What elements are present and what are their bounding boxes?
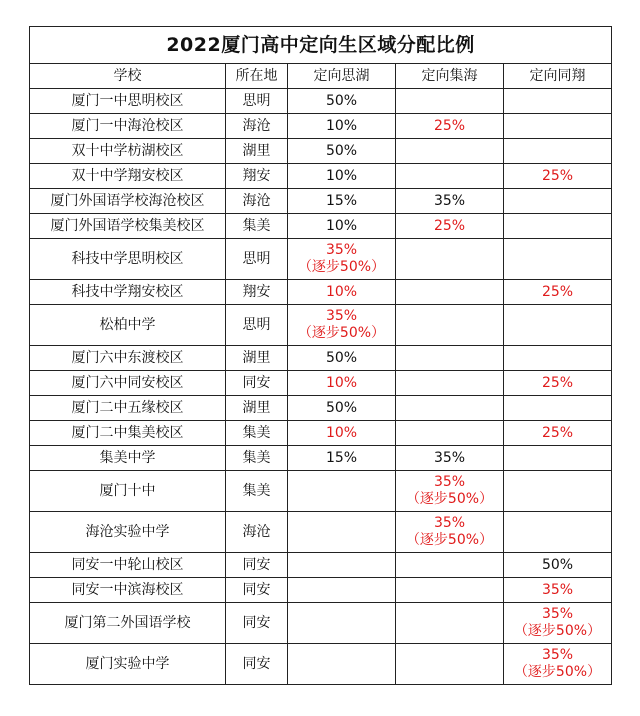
table-row [30,114,612,139]
location-cell: 思明 [226,305,288,346]
location-cell: 海沧 [226,189,288,214]
ratio-value: 35% [433,449,466,466]
school-cell: 厦门一中海沧校区 [30,114,226,139]
tongxiang-cell [504,239,612,280]
table-row [30,644,612,685]
jihai-cell [396,578,504,603]
tongxiang-cell [504,553,612,578]
table-row [30,603,612,644]
location-cell: 海沧 [226,114,288,139]
tongxiang-cell [504,189,612,214]
school-cell: 厦门一中思明校区 [30,89,226,114]
jihai-cell [396,305,504,346]
school-cell: 双十中学枋湖校区 [30,139,226,164]
sihu-cell [288,164,396,189]
location-cell: 集美 [226,421,288,446]
school-cell: 厦门二中五缘校区 [30,396,226,421]
sihu-cell [288,471,396,512]
ratio-note: （逐步50%） [405,491,494,507]
sihu-cell [288,114,396,139]
table-row [30,139,612,164]
sihu-cell [288,603,396,644]
ratio-value: 15% [325,449,358,466]
ratio-value: 10% [325,424,358,441]
sihu-cell [288,305,396,346]
sihu-cell [288,578,396,603]
school-cell: 科技中学翔安校区 [30,280,226,305]
ratio-value: 50% [541,556,574,573]
sihu-cell [288,371,396,396]
school-cell: 科技中学思明校区 [30,239,226,280]
ratio-value: 50% [325,349,358,366]
ratio-value: 25% [433,217,466,234]
location-cell: 同安 [226,578,288,603]
jihai-cell [396,396,504,421]
table-row [30,346,612,371]
ratio-value: 10% [325,117,358,134]
school-cell: 同安一中轮山校区 [30,553,226,578]
header-tongxiang: 定向同翔 [504,64,612,89]
ratio-note: （逐步50%） [297,259,386,275]
sihu-cell [288,421,396,446]
school-cell: 厦门十中 [30,471,226,512]
school-cell: 同安一中滨海校区 [30,578,226,603]
ratio-value: 10% [325,217,358,234]
jihai-cell [396,114,504,139]
table-row [30,371,612,396]
jihai-cell [396,214,504,239]
sihu-cell [288,139,396,164]
location-cell: 集美 [226,214,288,239]
ratio-value: 35% [541,647,574,663]
ratio-value: 25% [433,117,466,134]
tongxiang-cell [504,396,612,421]
school-cell: 海沧实验中学 [30,512,226,553]
school-cell: 厦门外国语学校海沧校区 [30,189,226,214]
tongxiang-cell [504,164,612,189]
table-row [30,164,612,189]
table-row [30,396,612,421]
tongxiang-cell [504,280,612,305]
ratio-value: 35% [325,242,358,258]
ratio-value: 25% [541,374,574,391]
header-row [30,64,612,89]
ratio-value: 10% [325,283,358,300]
tongxiang-cell [504,603,612,644]
sihu-cell [288,346,396,371]
table-row [30,305,612,346]
school-cell: 集美中学 [30,446,226,471]
table-row [30,578,612,603]
tongxiang-cell [504,214,612,239]
location-cell: 同安 [226,553,288,578]
tongxiang-cell [504,114,612,139]
table-row [30,553,612,578]
school-cell: 双十中学翔安校区 [30,164,226,189]
location-cell: 同安 [226,603,288,644]
jihai-cell [396,164,504,189]
ratio-value: 10% [325,167,358,184]
ratio-value: 35% [325,308,358,324]
ratio-note: （逐步50%） [297,325,386,341]
tongxiang-cell [504,305,612,346]
tongxiang-cell [504,346,612,371]
header-school: 学校 [30,64,226,89]
sihu-cell [288,280,396,305]
jihai-cell [396,553,504,578]
allocation-table [29,26,612,685]
school-cell: 松柏中学 [30,305,226,346]
location-cell: 翔安 [226,280,288,305]
table-title: 2022厦门高中定向生区域分配比例 [30,27,612,64]
school-cell: 厦门二中集美校区 [30,421,226,446]
table-row [30,512,612,553]
sihu-cell [288,446,396,471]
location-cell: 湖里 [226,139,288,164]
ratio-value: 25% [541,424,574,441]
jihai-cell [396,280,504,305]
ratio-value: 15% [325,192,358,209]
ratio-note: （逐步50%） [513,623,602,639]
school-cell: 厦门第二外国语学校 [30,603,226,644]
school-cell: 厦门六中同安校区 [30,371,226,396]
jihai-cell [396,89,504,114]
tongxiang-cell [504,644,612,685]
jihai-cell [396,603,504,644]
school-cell: 厦门外国语学校集美校区 [30,214,226,239]
ratio-value: 35% [433,192,466,209]
tongxiang-cell [504,446,612,471]
ratio-value: 35% [433,474,466,490]
sihu-cell [288,89,396,114]
location-cell: 思明 [226,239,288,280]
ratio-value: 10% [325,374,358,391]
ratio-value: 25% [541,167,574,184]
sihu-cell [288,239,396,280]
location-cell: 湖里 [226,346,288,371]
ratio-note: （逐步50%） [405,532,494,548]
ratio-value: 25% [541,283,574,300]
jihai-cell [396,421,504,446]
table-row [30,89,612,114]
sihu-cell [288,644,396,685]
jihai-cell [396,346,504,371]
ratio-value: 35% [541,581,574,598]
location-cell: 集美 [226,446,288,471]
ratio-value: 35% [541,606,574,622]
location-cell: 同安 [226,371,288,396]
sihu-cell [288,214,396,239]
allocation-table-container [29,26,611,685]
header-location: 所在地 [226,64,288,89]
ratio-note: （逐步50%） [513,664,602,680]
jihai-cell [396,644,504,685]
ratio-value: 50% [325,92,358,109]
tongxiang-cell [504,471,612,512]
table-row [30,446,612,471]
tongxiang-cell [504,371,612,396]
tongxiang-cell [504,89,612,114]
tongxiang-cell [504,421,612,446]
jihai-cell [396,139,504,164]
table-row [30,214,612,239]
jihai-cell [396,371,504,396]
location-cell: 集美 [226,471,288,512]
jihai-cell [396,512,504,553]
sihu-cell [288,396,396,421]
location-cell: 海沧 [226,512,288,553]
tongxiang-cell [504,139,612,164]
table-row [30,471,612,512]
sihu-cell [288,512,396,553]
location-cell: 湖里 [226,396,288,421]
table-row [30,239,612,280]
ratio-value: 50% [325,399,358,416]
jihai-cell [396,239,504,280]
ratio-value: 50% [325,142,358,159]
header-sihu: 定向思湖 [288,64,396,89]
ratio-value: 35% [433,515,466,531]
sihu-cell [288,189,396,214]
school-cell: 厦门实验中学 [30,644,226,685]
jihai-cell [396,189,504,214]
school-cell: 厦门六中东渡校区 [30,346,226,371]
header-jihai: 定向集海 [396,64,504,89]
table-row [30,280,612,305]
tongxiang-cell [504,512,612,553]
location-cell: 同安 [226,644,288,685]
location-cell: 翔安 [226,164,288,189]
table-row [30,189,612,214]
jihai-cell [396,471,504,512]
location-cell: 思明 [226,89,288,114]
jihai-cell [396,446,504,471]
table-row [30,421,612,446]
sihu-cell [288,553,396,578]
tongxiang-cell [504,578,612,603]
